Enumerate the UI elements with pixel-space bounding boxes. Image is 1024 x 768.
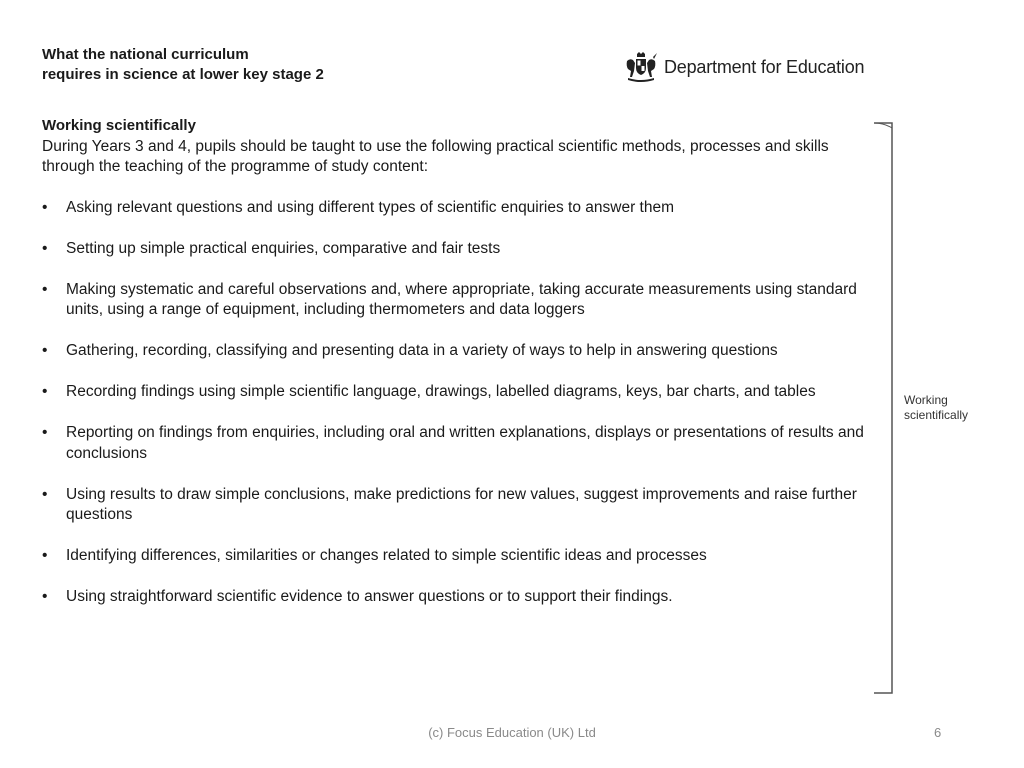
bullet-icon: •: [42, 342, 48, 359]
list-item: [42, 198, 882, 219]
title-line-1: What the national curriculum: [42, 46, 249, 63]
side-label-line-1: Working: [904, 393, 948, 407]
list-item: [42, 423, 882, 464]
bullet-icon: •: [42, 280, 48, 298]
dfe-org-name: Department for Education: [664, 56, 865, 77]
bullet-icon: •: [42, 485, 48, 503]
list-item-text: Gathering, recording, classifying and presenting data in a variety of ways to help in answering questions: [66, 342, 778, 359]
list-item-text: Recording findings using simple scientific language, drawings, labelled diagrams, keys, bar charts, and tables: [66, 383, 816, 400]
bullet-icon: •: [42, 424, 48, 441]
list-item: [42, 587, 882, 608]
title-line-2: requires in science at lower key stage 2: [42, 66, 324, 83]
list-item-text: Using results to draw simple conclusions, make predictions for new values, suggest improvements and raise further questions: [66, 485, 857, 523]
royal-crest-icon: [624, 51, 658, 83]
bullet-icon: •: [42, 239, 48, 257]
list-item: [42, 546, 882, 567]
bullet-icon: •: [42, 198, 48, 216]
list-item: [42, 341, 882, 362]
list-item: [42, 485, 882, 526]
section-intro: During Years 3 and 4, pupils should be taught to use the following practical scientific methods, processes and skills through the teaching of the programme of study content:: [42, 137, 829, 175]
slide-title: [42, 45, 324, 85]
curriculum-content: [42, 116, 882, 628]
side-label-line-2: scientifically: [904, 408, 969, 422]
section-heading: Working scientifically: [42, 117, 196, 134]
footer-copyright: (c) Focus Education (UK) Ltd: [428, 725, 596, 740]
list-item-text: Using straightforward scientific evidence to answer questions or to support their findings.: [66, 588, 673, 605]
right-bracket: [872, 122, 896, 694]
requirements-list: [42, 198, 882, 608]
side-label: [904, 393, 1004, 423]
bullet-icon: •: [42, 383, 48, 400]
list-item: [42, 280, 882, 321]
list-item-text: Identifying differences, similarities or changes related to simple scientific ideas and processes: [66, 547, 707, 564]
list-item-text: Asking relevant questions and using different types of scientific enquiries to answer them: [66, 198, 674, 216]
list-item-text: Making systematic and careful observations and, where appropriate, taking accurate measurements using standard units, using a range of equipment, including thermometers and data loggers: [66, 280, 857, 318]
list-item-text: Setting up simple practical enquiries, comparative and fair tests: [66, 239, 501, 257]
list-item-text: Reporting on findings from enquiries, including oral and written explanations, displays or presentations of results and conclusions: [66, 424, 864, 462]
bullet-icon: •: [42, 547, 48, 564]
bullet-icon: •: [42, 588, 48, 605]
page-number: 6: [934, 725, 942, 740]
dfe-logo: [624, 50, 864, 84]
list-item: [42, 239, 882, 260]
list-item: [42, 382, 882, 403]
